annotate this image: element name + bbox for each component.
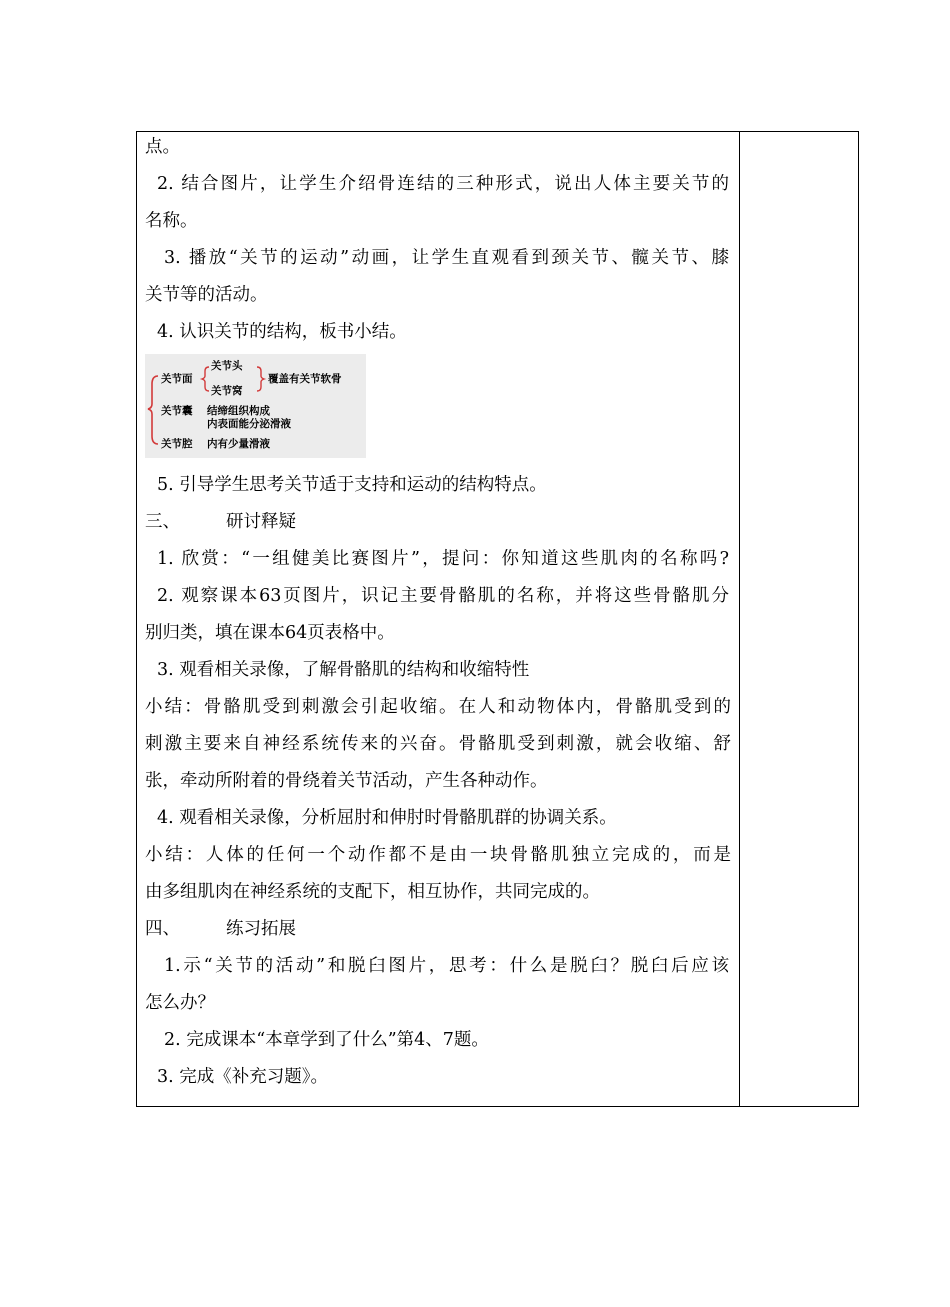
- text-line: 2. 观察课本63页图片，识记主要骨骼肌的名称，并将这些骨骼肌分: [157, 586, 729, 606]
- lesson-table: [136, 131, 859, 1107]
- joint-structure-diagram: [145, 354, 366, 458]
- section-heading-3: [145, 510, 735, 534]
- text-line: 小结：人体的任何一个动作都不是由一块骨骼肌独立完成的，而是: [145, 845, 731, 865]
- section-heading-4: [145, 917, 735, 941]
- text-line: 怎么办？: [145, 993, 215, 1013]
- text-line: 2. 完成课本“本章学到了什么”第4、7题。: [164, 1030, 489, 1050]
- text-line: 刺激主要来自神经系统传来的兴奋。骨骼肌受到刺激，就会收缩、舒: [145, 734, 731, 754]
- diagram-label-joint-surface: 关节面: [161, 373, 193, 385]
- diagram-label-capsule: 关节囊: [161, 405, 193, 417]
- text-line: 点。: [145, 137, 180, 157]
- diagram-label-capsule-desc1: 结缔组织构成: [207, 405, 270, 417]
- text-line: 4. 认识关节的结构，板书小结。: [157, 322, 407, 342]
- text-line: 张，牵动所附着的骨绕着关节活动，产生各种动作。: [145, 771, 548, 791]
- column-divider: [739, 132, 740, 1106]
- diagram-label-cavity-desc: 内有少量滑液: [207, 438, 270, 450]
- diagram-label-joint-socket: 关节窝: [211, 385, 243, 397]
- text-line: 1.示“关节的活动”和脱臼图片，思考：什么是脱臼？脱臼后应该: [164, 956, 729, 976]
- text-line: 4. 观看相关录像，分析屈肘和伸肘时骨骼肌群的协调关系。: [157, 808, 617, 828]
- diagram-label-cartilage: 覆盖有关节软骨: [268, 373, 342, 385]
- diagram-label-capsule-desc2: 内表面能分泌滑液: [207, 418, 291, 430]
- section-number: 四、: [145, 919, 180, 939]
- diagram-label-joint-head: 关节头: [211, 360, 243, 372]
- text-line: 3. 完成《补充习题》。: [157, 1067, 329, 1087]
- text-line: 小结：骨骼肌受到刺激会引起收缩。在人和动物体内，骨骼肌受到的: [145, 697, 731, 717]
- text-line: 别归类，填在课本64页表格中。: [145, 623, 395, 643]
- section-title: 研讨释疑: [226, 512, 296, 532]
- text-line: 3. 播放“关节的运动”动画，让学生直观看到颈关节、髋关节、膝: [164, 248, 729, 268]
- text-line: 1. 欣赏：“一组健美比赛图片”，提问：你知道这些肌肉的名称吗?: [157, 549, 729, 569]
- text-line: 5. 引导学生思考关节适于支持和运动的结构特点。: [157, 475, 547, 495]
- section-title: 练习拓展: [226, 919, 296, 939]
- text-line: 由多组肌肉在神经系统的支配下，相互协作，共同完成的。: [145, 882, 600, 902]
- section-number: 三、: [145, 512, 180, 532]
- text-line: 关节等的活动。: [145, 285, 268, 305]
- text-line: 3. 观看相关录像，了解骨骼肌的结构和收缩特性: [157, 660, 530, 680]
- text-line: 2. 结合图片，让学生介绍骨连结的三种形式，说出人体主要关节的: [157, 174, 729, 194]
- text-line: 名称。: [145, 211, 198, 231]
- diagram-label-cavity: 关节腔: [161, 438, 193, 450]
